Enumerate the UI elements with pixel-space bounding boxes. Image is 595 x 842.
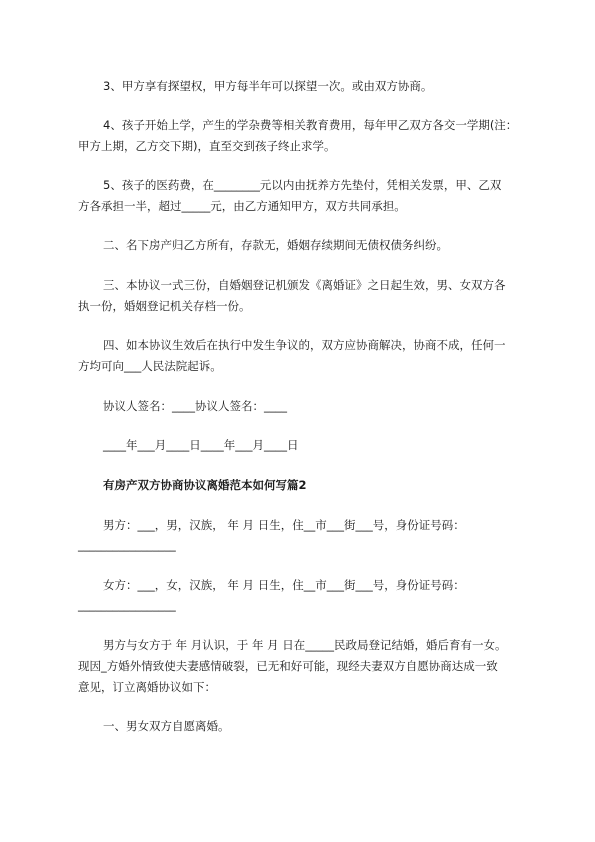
- female-party-info-line2: _________________: [78, 598, 176, 612]
- female-party-info-line1: 女方：___，女，汉族， 年 月 日生，住__市___街___号，身份证号码：: [103, 578, 465, 592]
- signature-line: 协议人签名：____协议人签名：____: [103, 399, 287, 413]
- paragraph-education-fees-line1: 4、孩子开始上学，产生的学杂费等相关教育费用，每年甲乙双方各交一学期(注：: [103, 118, 518, 132]
- male-party-info-line2: _________________: [78, 538, 176, 552]
- paragraph-property: 二、名下房产归乙方所有，存款无，婚姻存续期间无债权债务纠纷。: [103, 238, 448, 252]
- marriage-background-line2: 现因_方婚外情致使夫妻感情破裂，已无和好可能，现经夫妻双方自愿协商达成一致: [78, 659, 498, 673]
- clause-voluntary-divorce: 一、男女双方自愿离婚。: [103, 719, 230, 733]
- date-line: ____年___月____日____年___月____日: [103, 438, 299, 452]
- male-party-info-line1: 男方：___，男，汉族， 年 月 日生，住__市___街___号，身份证号码：: [103, 518, 465, 532]
- paragraph-copies-line1: 三、本协议一式三份，自婚姻登记机颁发《离婚证》之日起生效，男、女双方各: [103, 278, 506, 292]
- paragraph-medical-fees-line2: 方各承担一半，超过_____元，由乙方通知甲方，双方共同承担。: [78, 199, 406, 213]
- section-title: 有房产双方协商协议离婚范本如何写篇2: [103, 478, 307, 492]
- paragraph-dispute-line2: 方均可向___人民法院起诉。: [78, 359, 222, 373]
- paragraph-visitation-right: 3、甲方享有探望权，甲方每半年可以探望一次。或由双方协商。: [103, 79, 433, 93]
- marriage-background-line1: 男方与女方于 年 月认识，于 年 月 日在_____民政局登记结婚，婚后育有一女。: [103, 638, 507, 652]
- paragraph-medical-fees-line1: 5、孩子的医药费，在________元以内由抚养方先垫付，凭相关发票，甲、乙双: [103, 178, 502, 192]
- paragraph-education-fees-line2: 甲方上期，乙方交下期)，直至交到孩子终止求学。: [78, 139, 336, 153]
- marriage-background-line3: 意见，订立离婚协议如下：: [78, 680, 216, 694]
- paragraph-copies-line2: 执一份，婚姻登记机关存档一份。: [78, 299, 251, 313]
- paragraph-dispute-line1: 四、如本协议生效后在执行中发生争议的，双方应协商解决，协商不成，任何一: [103, 338, 506, 352]
